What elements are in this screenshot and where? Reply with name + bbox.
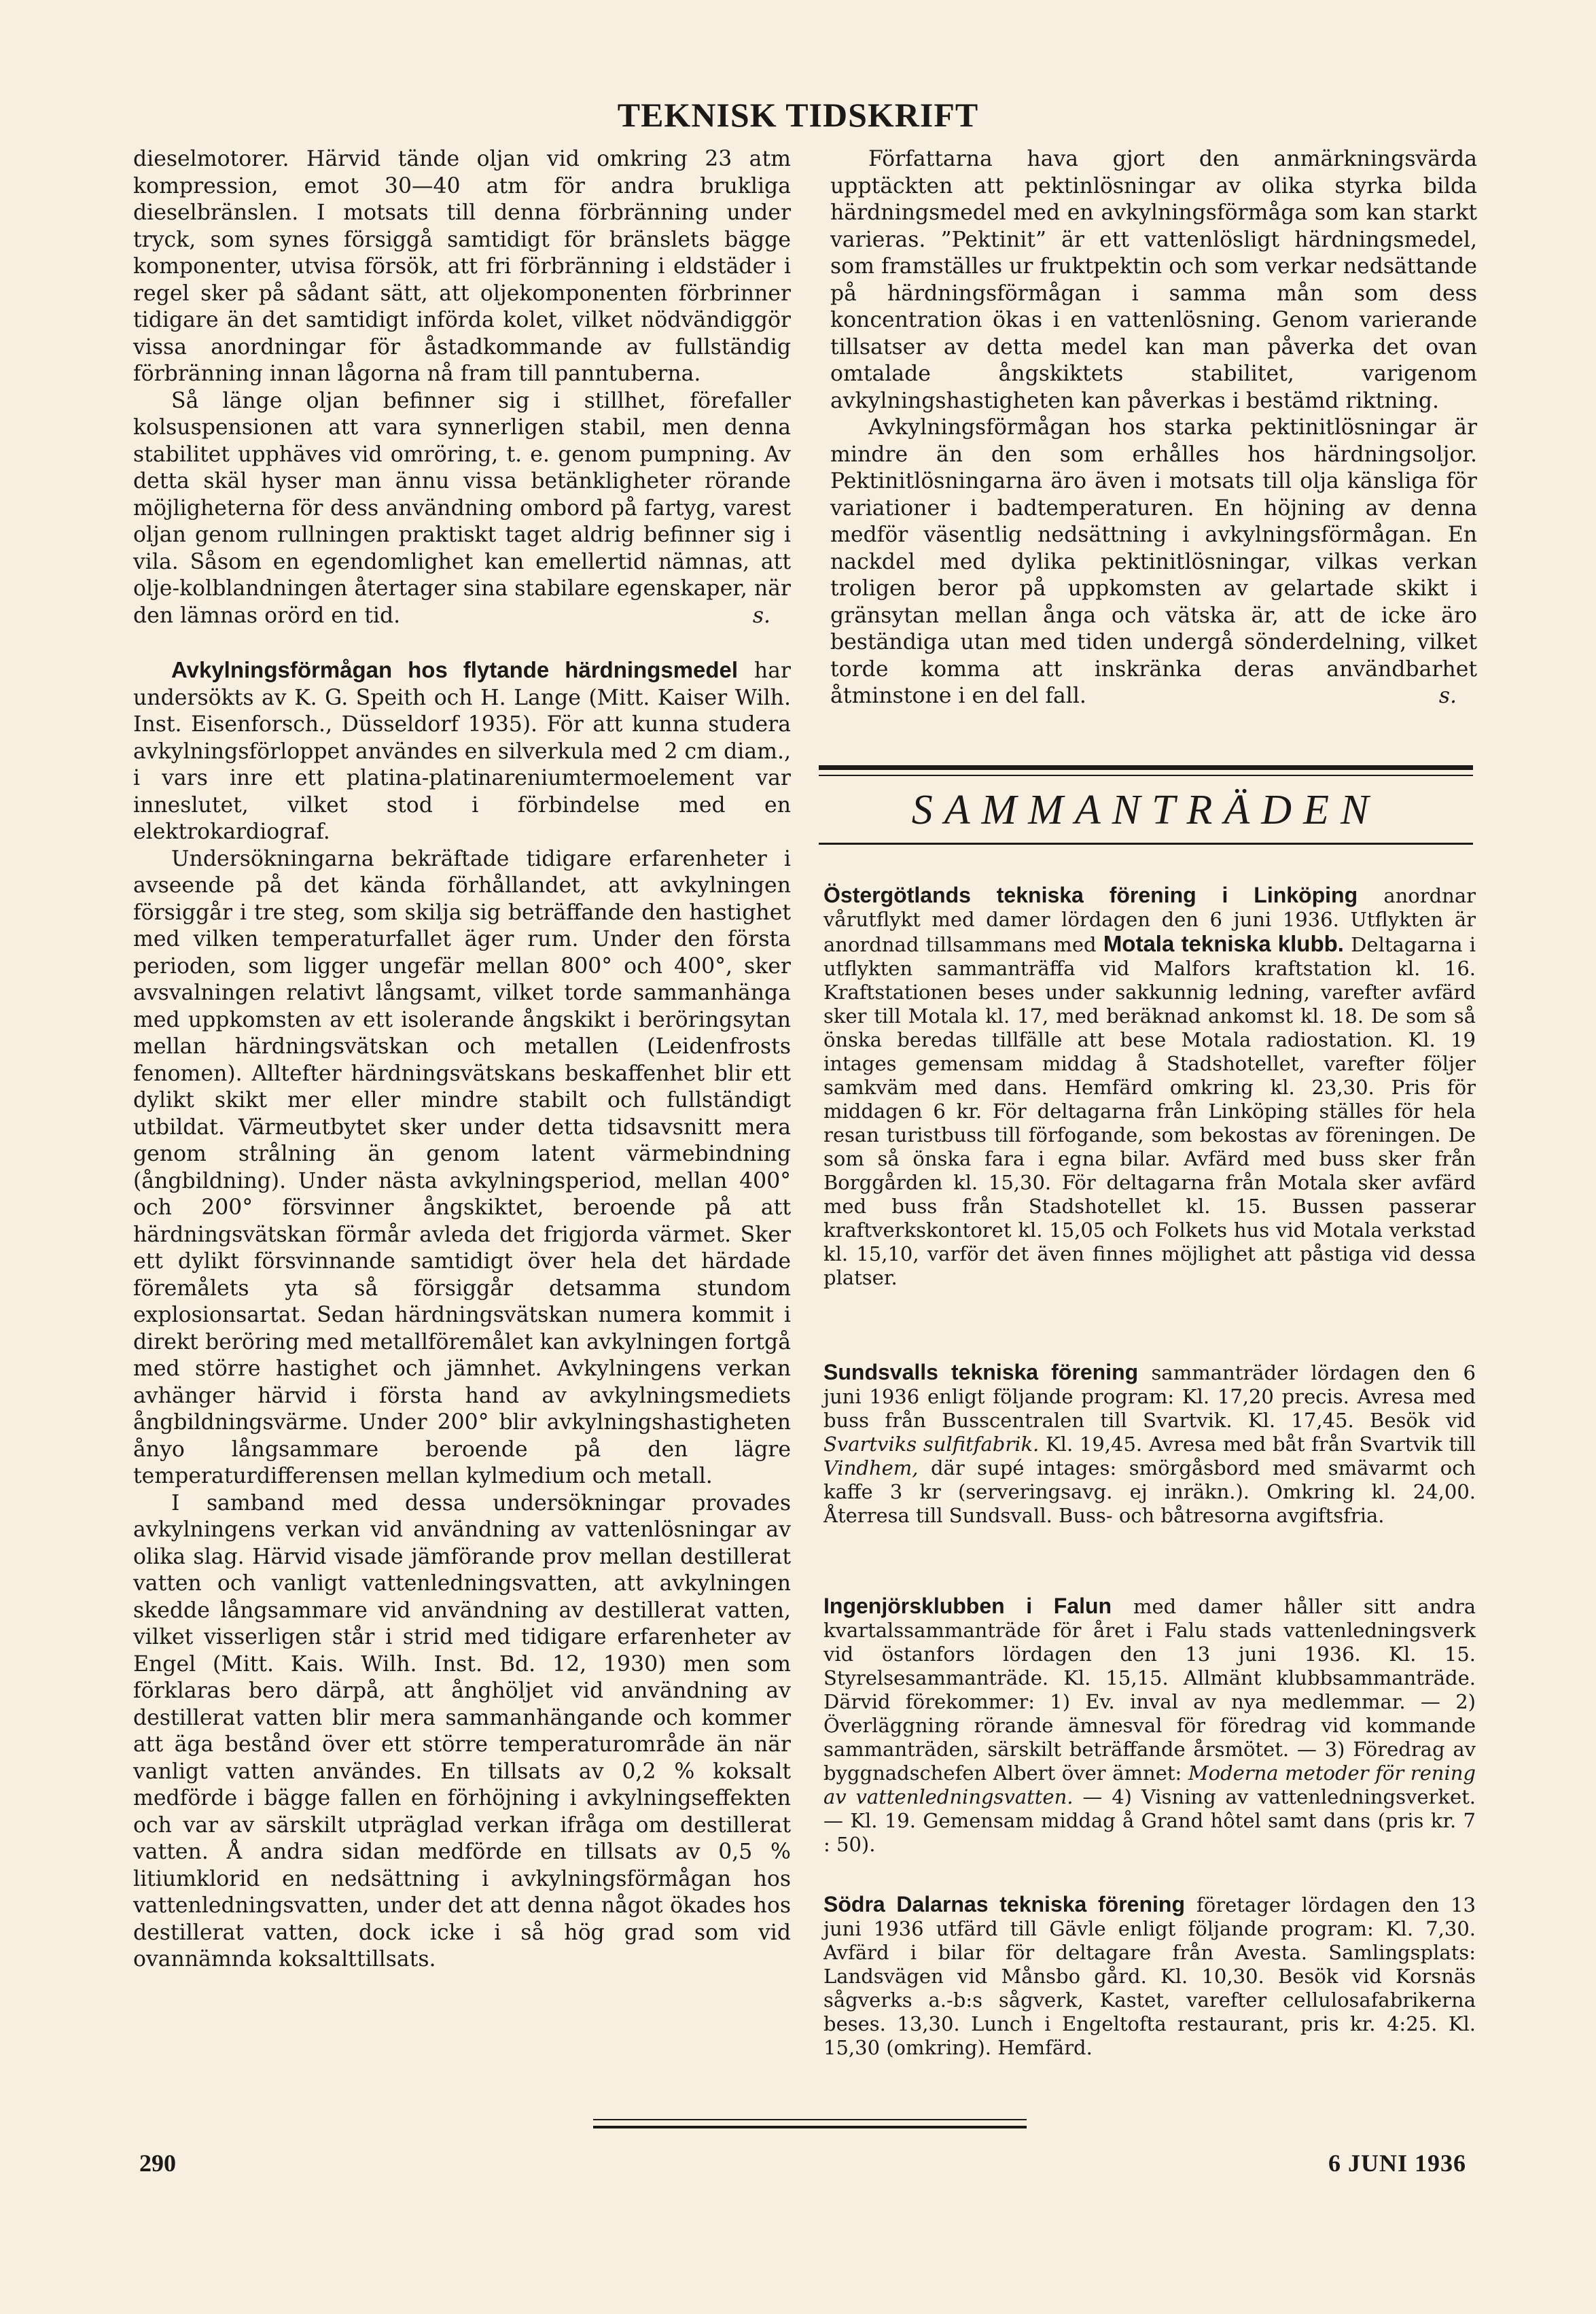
section-rule [819,765,1473,770]
paragraph: I samband med dessa undersökningar provades avkylningens verkan vid användning av vattenlösningar av olika slag. Härvid visade jämförande prov mellan destillerat vatten och vanligt vattenledningsvatten, att avkylningen skedde långsammare vid användning av destillerat vatten, vilket visserligen står i strid med tidigare erfarenheter av Engel (Mitt. Kais. Wilh. Inst. Bd. 12, 1930) men som förklaras bero därpå, att ånghöljet vid användning av destillerat vatten blir mera sammanhängande och kommer att äga bestånd över ett större temperaturområde än när vanligt vatten användes. En tillsats av 0,2 % koksalt medförde i bägge fallen en förhöjning i avkylningseffekten och var av särskilt utpräglad verkan ifråga om destillerat vatten. Å andra sidan medförde en tillsats av 0,5 % litiumklorid en nedsättning i avkylningsförmågan hos vattenledningsvatten, under det att denna något ökades hos destillerat vatten, dock icke i så hög grad som vid ovannämnda koksalttillsats. [133,1490,791,1971]
meeting-notice: Sundsvalls tekniska förening sammanträder lördagen den 6 juni 1936 enligt följande program: Kl. 17,20 precis. Avresa med buss från Busscentralen till Svartvik. Kl. 17,45. Besök vid Svartviks sulfitfabrik. Kl. 19,45. Avresa med båt från Svartvik till Vindhem, där supé intages: smörgåsbord med smävarmt och kaffe 3 kr (serveringsavg. ej inräkn.). Omkring kl. 24,00. Återresa till Sundsvall. Buss- och båtresorna avgiftsfria. [823,1360,1476,1527]
section-rule [819,775,1473,776]
closing-rule [593,2126,1027,2128]
paragraph: dieselmotorer. Härvid tände oljan vid omkring 23 atm kompression, emot 30—40 atm för andra brukliga dieselbränslen. I motsats till denna förbränning under tryck, som synes försiggå samtidigt för bränslets bägge komponenter, utvisa försök, att fri förbränning i eldstäder i regel sker på sådant sätt, att oljekomponenten förbrinner tidigare än det samtidigt införda kolet, vilket nödvändiggör vissa anordningar för åstadkommande av fullständig förbränning innan lågorna nå fram till panntuberna. [133,147,791,386]
author-signature: s. [752,603,770,628]
meeting-notice: Ingenjörsklubben i Falun med damer håller sitt andra kvartalssammanträde för året i Falu stads vattenledningsverk vid östanfors lördagen den 13 juni 1936. Kl. 15. Styrelsesammanträde. Kl. 15,15. Allmänt klubbsammanträde. Därvid förekommer: 1) Ev. inval av nya medlemmar. — 2) Överläggning rörande ämnesval för föredrag vid kommande sammanträden, särskilt beträffande årsmötet. — 3) Föredrag av byggnadschefen Albert över ämnet: Moderna metoder för rening av vattenledningsvatten. — 4) Visning av vattenledningsverket. — Kl. 19. Gemensam middag å Grand hôtel samt dans (pris kr. 7 : 50). [823,1594,1476,1856]
society-name: Ingenjörsklubben i Falun [823,1594,1112,1618]
right-column [830,146,1477,710]
article-paragraph: Avkylningsförmågan hos flytande härdningsmedel har undersökts av K. G. Speith och H. Lange (Mitt. Kaiser Wilh. Inst. Eisenforsch., Düsseldorf 1935). För att kunna studera avkylningsförloppet användes en silverkula med 2 cm diam., i vars inre ett platina-platinareniumtermoelement var inneslutet, vilket stod i förbindelse med en elektrokardiograf. [133,657,791,844]
society-name: Östergötlands tekniska förening i Linköping [823,883,1358,907]
society-name: Sundsvalls tekniska förening [823,1360,1139,1384]
author-signature: s. [1438,684,1457,708]
paragraph: Författarna hava gjort den anmärkningsvärda upptäckten att pektinlösningar av olika styrka bilda härdningsmedel med en avkylningsförmåga som kan starkt varieras. ”Pektinit” är ett vattenlösligt härdningsmedel, som framställes ur fruktpektin och som verkar nedsättande på härdningsförmågan i samma mån som dess koncentration ökas i en vattenlösning. Genom varierande tillsatser av detta medel kan man påverka det ovan omtalade ångskiktets stabilitet, varigenom avkylningshastigheten kan påverkas i bestämd riktning. [830,147,1477,413]
issue-date: 6 JUNI 1936 [1328,2150,1467,2177]
paragraph: Så länge oljan befinner sig i stillhet, förefaller kolsuspensionen att vara synnerligen stabil, men denna stabilitet upphäves vid omröring, t. e. genom pumpning. Av detta skäl hyser man ännu vissa betänkligheter rörande möjligheterna för dess användning ombord på fartyg, varest oljan genom rullningen praktiskt taget aldrig befinner sig i vila. Såsom en egendomlighet kan emellertid nämnas, att olje-kolblandningen återtager sina stabilare egenskaper, när den lämnas orörd en tid. s. [133,388,791,630]
paragraph: Avkylningsförmågan hos starka pektinitlösningar är mindre än den som erhålles hos härdningsoljor. Pektinitlösningarna äro även i motsats till olja känsliga för variationer i badtemperaturen. En höjning av denna medför väsentlig nedsättning i avkylningsförmågan. En nackdel med dylika pektinitlösningar, vilkas verkan troligen beror på uppkomsten av gelartade skikt i gränsytan mellan ånga och vätska är, att de icke äro beständiga utan med tiden undergå sönderdelning, vilket torde komma att inskränka deras användbarhet åtminstone i en del fall. s. [830,415,1477,710]
society-name: Södra Dalarnas tekniska förening [823,1892,1186,1916]
section-title: SAMMANTRÄDEN [911,787,1381,833]
paragraph: Undersökningarna bekräftade tidigare erfarenheter i avseende på det kända förhållandet, att avkylningen försiggår i tre steg, som skilja sig beträffande den hastighet med vilken temperaturfallet äger rum. Under den första perioden, som ligger ungefär mellan 800° och 400°, sker avsvalningen relativt långsamt, vilket torde sammanhänga med uppkomsten av ett isolerande ångskikt i beröringsytan mellan härdningsvätskan och metallen (Leidenfrosts fenomen). Alltefter härdningsvätskans beskaffenhet blir ett dylikt skikt mer eller mindre stabilt och fullständigt utbildat. Värmeutbytet sker under detta tidsavsnitt mera genom strålning än genom latent värmebindning (ångbildning). Under nästa avkylningsperiod, mellan 400° och 200° försvinner ångskiktet, beroende på att härdningsvätskan förmår avleda det frigjorda värmet. Sker ett dylikt försvinnande samtidigt över hela det härdade föremålets yta så försiggår detsamma stundom explosionsartat. Sedan härdningsvätskan numera kommit i direkt beröring med metallföremålet kan avkylningen fortgå med större hastighet och jämnhet. Avkylningens verkan avhänger härvid i första hand av avkylningsmediets ångbildningsvärme. Under 200° blir avkylningshastigheten ånyo långsammare beroende på den lägre temperaturdifferensen mellan kylmedium och metall. [133,846,791,1488]
journal-header: TEKNISK TIDSKRIFT [617,96,979,134]
closing-rule [593,2119,1027,2120]
page-number: 290 [139,2150,176,2177]
article-heading: Avkylningsförmågan hos flytande härdningsmedel [171,657,739,682]
left-column [133,146,791,1974]
meeting-notice: Östergötlands tekniska förening i Linköping anordnar vårutflykt med damer lördagen den 6 juni 1936. Utflykten är anordnad tillsammans med Motala tekniska klubb. Deltagarna i utflykten sammanträffa vid Malfors kraftstation kl. 16. Kraftstationen beses under sakkunnig ledning, varefter avfärd sker till Motala kl. 17, med beräknad ankomst kl. 18. De som så önska beredas tillfälle att bese Motala radiostation. Kl. 19 intages gemensam middag å Stadshotellet, varefter följer samkväm med dans. Hemfärd omkring kl. 23,30. Pris för middagen 6 kr. För deltagarna från Linköping ställes för hela resan turistbuss till förfogande, som bekostas av föreningen. De som så önska fara i egna bilar. Avfärd med buss sker från Borggården kl. 15,30. För deltagarna från Motala sker avfärd med buss från Stadshotellet kl. 15. Bussen passerar kraftverkskontoret kl. 15,05 och Folkets hus vid Motala verkstad kl. 15,10, varför det även finnes möjlighet att påstiga vid dessa platser. [823,883,1476,1289]
meeting-notice: Södra Dalarnas tekniska förening företager lördagen den 13 juni 1936 utfärd till Gävle enligt följande program: Kl. 7,30. Avfärd i bilar för deltagare från Avesta. Samlingsplats: Landsvägen vid Månsbo gård. Kl. 10,30. Besök vid Korsnäs sågverks a.-b:s sågverk, Kastet, varefter cellulosafabrikerna beses. 13,30. Lunch i Engeltofta restaurant, pris kr. 4:25. Kl. 15,30 (omkring). Hemfärd. [823,1892,1476,2059]
section-rule [819,843,1473,845]
society-name: Motala tekniska klubb. [1103,931,1344,956]
